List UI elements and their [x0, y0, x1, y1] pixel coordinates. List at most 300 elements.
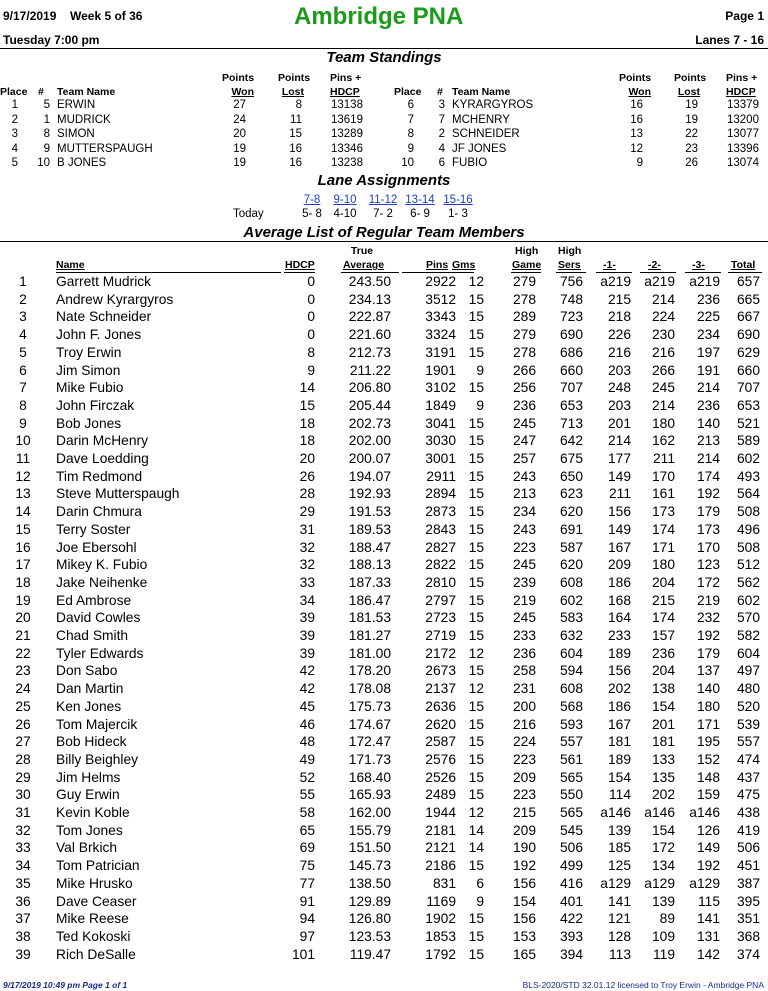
avg-rank: 3	[19, 309, 27, 325]
avg-games: 12	[468, 681, 484, 697]
avg-average: 175.73	[348, 698, 391, 714]
avg-high-game: 154	[512, 893, 536, 909]
avg-total: 474	[736, 751, 760, 767]
avg-total: 368	[736, 928, 760, 944]
avg-total: 582	[736, 628, 760, 643]
avg-game-2: 173	[651, 504, 675, 520]
avg-total: 665	[736, 291, 760, 307]
week-label: Week 5 of 36	[70, 9, 143, 23]
avg-game-1: 177	[607, 451, 631, 466]
standings-points-won: 20	[233, 128, 246, 141]
avg-hdcp: 39	[299, 610, 315, 626]
avg-games: 15	[468, 380, 484, 396]
avg-game-1: 139	[607, 822, 631, 838]
standings-place: 5	[11, 157, 18, 170]
avg-hdcp: 32	[299, 557, 315, 573]
avg-game-3: 236	[696, 397, 720, 413]
avg-high-game: 224	[512, 734, 536, 750]
avg-game-3: 179	[696, 504, 720, 520]
avg-total: 557	[736, 734, 760, 750]
avg-games: 9	[476, 397, 484, 413]
avg-game-1: 233	[607, 628, 631, 643]
avg-game-2: 171	[651, 539, 675, 555]
standings-place: 3	[11, 128, 18, 141]
footer-print-info: 9/17/2019 10:49 pm Page 1 of 1	[3, 980, 128, 990]
avg-total: 602	[736, 451, 760, 466]
avg-games: 14	[468, 840, 484, 856]
avg-games: 14	[468, 822, 484, 838]
avg-game-1: 141	[607, 893, 631, 909]
avg-high-series: 686	[559, 344, 583, 360]
standings-pins-hdcp: 13200	[727, 113, 759, 126]
avg-average: 178.08	[348, 681, 391, 697]
avg-total: 657	[736, 274, 760, 289]
avg-average: 181.53	[348, 610, 391, 626]
avg-high-game: 215	[512, 805, 536, 820]
avg-games: 15	[468, 451, 484, 466]
avg-average: 171.73	[348, 751, 391, 767]
standings-header-lost: Points	[278, 72, 311, 84]
avg-game-1: 167	[607, 539, 631, 555]
avg-game-1: a146	[600, 805, 631, 820]
avg-game-2: 154	[651, 698, 675, 714]
avg-high-series: 608	[559, 574, 583, 590]
avg-high-game: 192	[512, 858, 536, 874]
avg-game-2: 162	[651, 433, 675, 449]
avg-games: 15	[468, 946, 484, 962]
avg-total: 419	[736, 822, 760, 838]
avg-high-series: 723	[559, 309, 583, 325]
avg-bowler-name: Jim Helms	[56, 769, 121, 785]
avg-rank: 8	[19, 397, 27, 413]
standings-points-won: 19	[233, 157, 246, 170]
avg-average: 145.73	[348, 858, 391, 874]
avg-rank: 15	[15, 521, 31, 537]
avg-average: 172.47	[348, 734, 391, 750]
avg-high-series: 675	[559, 451, 583, 466]
avg-header-high-series: High	[558, 245, 582, 257]
standings-points-lost: 23	[685, 142, 698, 155]
avg-games: 15	[468, 911, 484, 927]
standings-points-lost: 19	[685, 113, 698, 126]
avg-header-underline	[556, 272, 586, 273]
avg-hdcp: 18	[299, 433, 315, 449]
avg-rank: 10	[15, 433, 31, 449]
avg-high-series: 550	[559, 787, 583, 803]
avg-rank: 39	[15, 946, 31, 962]
avg-game-2: 215	[651, 592, 675, 608]
avg-average: 162.00	[348, 805, 391, 820]
avg-average: 200.07	[348, 451, 391, 466]
avg-high-series: 393	[559, 928, 583, 944]
avg-game-3: a146	[689, 805, 720, 820]
standings-place: 1	[11, 99, 18, 111]
avg-game-3: 214	[696, 380, 720, 396]
standings-pins-hdcp: 13074	[727, 157, 759, 170]
avg-games: 15	[468, 769, 484, 785]
avg-high-game: 256	[512, 380, 536, 396]
avg-game-1: 186	[607, 698, 631, 714]
avg-game-3: 192	[696, 628, 720, 643]
standings-header-pins: HDCP	[726, 86, 756, 98]
avg-rank: 11	[15, 451, 31, 466]
avg-high-series: 713	[559, 415, 583, 431]
avg-total: 493	[736, 468, 760, 484]
avg-pins: 2172	[425, 645, 456, 661]
standings-team-num: 4	[438, 142, 445, 155]
avg-header-high-game: High	[515, 245, 539, 257]
avg-high-game: 209	[512, 822, 536, 838]
avg-total: 602	[736, 592, 760, 608]
avg-game-1: 203	[607, 362, 631, 378]
avg-average: 174.67	[348, 716, 391, 732]
standings-team-num: 1	[43, 113, 50, 126]
avg-bowler-name: Rich DeSalle	[56, 946, 136, 962]
avg-bowler-name: John Firczak	[56, 397, 135, 413]
avg-bowler-name: Steve Mutterspaugh	[56, 486, 180, 502]
avg-rank: 1	[19, 274, 27, 289]
avg-bowler-name: Mikey K. Fubio	[56, 557, 148, 573]
avg-rank: 19	[15, 592, 31, 608]
avg-high-series: 620	[559, 504, 583, 520]
avg-game-3: 141	[696, 911, 720, 927]
avg-game-1: 216	[607, 344, 631, 360]
avg-bowler-name: Guy Erwin	[56, 787, 120, 803]
avg-hdcp: 0	[307, 327, 315, 343]
avg-game-2: 174	[651, 521, 675, 537]
avg-header-game-1: -1-	[603, 259, 616, 271]
avg-game-1: 209	[607, 557, 631, 573]
avg-hdcp: 58	[299, 805, 315, 820]
avg-bowler-name: Billy Beighley	[56, 751, 139, 767]
avg-game-3: 173	[696, 521, 720, 537]
avg-average: 221.60	[348, 327, 391, 343]
avg-game-1: 168	[607, 592, 631, 608]
average-list-divider	[0, 241, 768, 242]
avg-rank: 22	[15, 645, 31, 661]
avg-game-1: 149	[607, 468, 631, 484]
avg-high-series: 748	[559, 291, 583, 307]
avg-pins: 1902	[425, 911, 456, 927]
standings-team-num: 10	[37, 157, 50, 170]
standings-header-won: Won	[628, 86, 651, 98]
avg-average: 138.50	[348, 875, 391, 891]
avg-game-3: 213	[696, 433, 720, 449]
avg-games: 15	[468, 433, 484, 449]
standings-points-won: 16	[630, 113, 643, 126]
avg-game-3: 123	[696, 557, 720, 573]
standings-points-lost: 15	[289, 128, 302, 141]
standings-pins-hdcp: 13238	[331, 157, 363, 170]
standings-points-lost: 19	[685, 99, 698, 111]
avg-header-underline	[596, 272, 632, 273]
avg-game-3: 174	[696, 468, 720, 484]
standings-place: 8	[407, 128, 414, 141]
avg-total: 653	[736, 397, 760, 413]
avg-rank: 20	[15, 610, 31, 626]
standings-points-won: 13	[630, 128, 643, 141]
avg-pins: 2827	[425, 539, 456, 555]
lane-pair-9-10[interactable]: 9-10	[333, 194, 357, 206]
avg-bowler-name: Mike Fubio	[56, 380, 124, 396]
avg-game-1: 202	[607, 681, 631, 697]
avg-rank: 4	[19, 327, 27, 343]
avg-game-1: 154	[607, 769, 631, 785]
avg-game-2: 154	[651, 822, 675, 838]
avg-high-game: 190	[512, 840, 536, 856]
avg-game-3: 140	[696, 415, 720, 431]
avg-game-1: 203	[607, 397, 631, 413]
avg-high-game: 243	[512, 468, 536, 484]
avg-games: 15	[468, 628, 484, 643]
standings-header-won: Won	[231, 86, 254, 98]
avg-high-series: 608	[559, 681, 583, 697]
avg-games: 15	[468, 344, 484, 360]
standings-place: 10	[401, 157, 414, 170]
avg-games: 15	[468, 698, 484, 714]
standings-points-lost: 16	[289, 157, 302, 170]
avg-game-1: 185	[607, 840, 631, 856]
standings-team-name: MUTTERSPAUGH	[57, 142, 153, 155]
avg-game-3: 236	[696, 291, 720, 307]
standings-points-won: 27	[233, 99, 246, 111]
avg-hdcp: 28	[299, 486, 315, 502]
avg-high-game: 223	[512, 751, 536, 767]
avg-high-series: 623	[559, 486, 583, 502]
avg-hdcp: 32	[299, 539, 315, 555]
standings-header-pins: Pins +	[726, 72, 758, 84]
avg-total: 496	[736, 521, 760, 537]
avg-high-game: 156	[512, 911, 536, 927]
avg-game-1: 181	[607, 734, 631, 750]
avg-game-1: 121	[607, 911, 631, 927]
avg-average: 234.13	[348, 291, 391, 307]
avg-average: 123.53	[348, 928, 391, 944]
avg-bowler-name: Tom Jones	[56, 822, 123, 838]
avg-rank: 12	[15, 468, 31, 484]
avg-pins: 1792	[425, 946, 456, 962]
avg-game-2: a146	[644, 805, 675, 820]
avg-game-2: 109	[651, 928, 675, 944]
avg-hdcp: 69	[299, 840, 315, 856]
avg-rank: 26	[15, 716, 31, 732]
avg-game-1: 248	[607, 380, 631, 396]
avg-high-game: 219	[512, 592, 536, 608]
avg-total: 508	[736, 539, 760, 555]
avg-pins: 2873	[425, 504, 456, 520]
avg-total: 497	[736, 663, 760, 679]
standings-team-name: JF JONES	[452, 142, 507, 155]
avg-hdcp: 42	[299, 681, 315, 697]
lane-pair-13-14[interactable]: 13-14	[405, 194, 435, 206]
avg-pins: 2620	[425, 716, 456, 732]
avg-hdcp: 0	[307, 274, 315, 289]
avg-hdcp: 97	[299, 928, 315, 944]
avg-game-1: 189	[607, 751, 631, 767]
standings-pins-hdcp: 13396	[727, 142, 759, 155]
avg-game-3: a219	[689, 274, 720, 289]
avg-game-1: 226	[607, 327, 631, 343]
avg-games: 12	[468, 805, 484, 820]
avg-bowler-name: Dan Martin	[56, 681, 124, 697]
avg-game-3: 180	[696, 698, 720, 714]
avg-games: 15	[468, 734, 484, 750]
avg-bowler-name: Mike Hrusko	[56, 875, 133, 891]
standings-header-team: Team Name	[57, 86, 116, 98]
avg-high-series: 650	[559, 468, 583, 484]
avg-hdcp: 94	[299, 911, 315, 927]
avg-total: 508	[736, 504, 760, 520]
standings-header-pins: HDCP	[330, 86, 360, 98]
avg-total: 660	[736, 362, 760, 378]
avg-bowler-name: Val Brkich	[56, 840, 118, 856]
today-label: Today	[233, 208, 264, 220]
standings-team-name: KYRARGYROS	[452, 99, 534, 111]
standings-place: 2	[11, 113, 18, 126]
avg-high-game: 278	[512, 291, 536, 307]
avg-game-1: 164	[607, 610, 631, 626]
avg-bowler-name: Jake Neihenke	[56, 574, 148, 590]
avg-pins: 2911	[426, 468, 456, 484]
avg-game-1: 215	[607, 291, 631, 307]
avg-game-3: 232	[696, 610, 720, 626]
avg-game-2: 161	[651, 486, 675, 502]
avg-game-2: 224	[651, 309, 675, 325]
avg-rank: 38	[15, 928, 31, 944]
avg-game-3: 152	[696, 751, 720, 767]
avg-rank: 34	[15, 858, 31, 874]
avg-hdcp: 77	[299, 875, 315, 891]
standings-header-lost: Points	[674, 72, 707, 84]
standings-pins-hdcp: 13077	[727, 128, 759, 141]
avg-games: 15	[468, 327, 484, 343]
avg-pins: 2922	[425, 274, 456, 289]
avg-total: 520	[736, 698, 760, 714]
avg-total: 539	[736, 716, 760, 732]
avg-rank: 32	[15, 822, 31, 838]
avg-bowler-name: Ted Kokoski	[56, 928, 131, 944]
avg-rank: 16	[15, 539, 31, 555]
lane-assignments-title: Lane Assignments	[317, 172, 451, 189]
avg-hdcp: 65	[299, 822, 315, 838]
avg-game-3: 140	[696, 681, 720, 697]
lane-pair-15-16[interactable]: 15-16	[443, 194, 473, 206]
avg-total: 374	[736, 946, 760, 962]
avg-game-2: a219	[644, 274, 675, 289]
avg-rank: 7	[19, 380, 27, 396]
standings-points-lost: 11	[290, 113, 302, 126]
avg-game-3: 149	[696, 840, 720, 856]
standings-pins-hdcp: 13138	[331, 99, 363, 111]
avg-game-2: 89	[659, 911, 675, 927]
avg-pins: 2489	[425, 787, 456, 803]
avg-high-series: 602	[559, 592, 583, 608]
avg-header-underline	[728, 272, 762, 273]
avg-header-underline	[56, 272, 281, 273]
avg-games: 15	[468, 486, 484, 502]
avg-game-3: 192	[696, 858, 720, 874]
avg-average: 206.80	[348, 380, 391, 396]
avg-game-1: 189	[607, 645, 631, 661]
avg-games: 15	[468, 521, 484, 537]
avg-bowler-name: Dave Loedding	[56, 451, 149, 466]
avg-pins: 2137	[425, 681, 456, 697]
avg-pins: 2576	[425, 751, 456, 767]
avg-hdcp: 31	[299, 521, 315, 537]
avg-game-3: 126	[696, 822, 720, 838]
avg-high-game: 279	[512, 327, 536, 343]
avg-high-game: 236	[512, 645, 536, 661]
avg-high-game: 257	[512, 451, 536, 466]
avg-game-2: 133	[651, 751, 675, 767]
avg-games: 15	[468, 504, 484, 520]
avg-high-series: 587	[559, 539, 583, 555]
avg-bowler-name: John F. Jones	[56, 327, 142, 343]
standings-header-team: Team Name	[452, 86, 511, 98]
avg-hdcp: 48	[299, 734, 315, 750]
avg-high-game: 245	[512, 557, 536, 573]
lane-pair-11-12[interactable]: 11-12	[368, 194, 398, 206]
avg-game-2: 216	[651, 344, 675, 360]
avg-average: 189.53	[348, 521, 391, 537]
avg-hdcp: 45	[299, 698, 315, 714]
avg-high-game: 153	[512, 928, 536, 944]
avg-high-game: 239	[512, 574, 536, 590]
avg-games: 15	[468, 663, 484, 679]
avg-high-game: 223	[512, 787, 536, 803]
avg-total: 707	[736, 380, 760, 396]
avg-game-2: 266	[651, 362, 675, 378]
avg-high-series: 690	[559, 327, 583, 343]
avg-bowler-name: Mike Reese	[56, 911, 129, 927]
avg-header-underline	[685, 272, 721, 273]
avg-average: 181.27	[348, 628, 391, 643]
avg-high-series: 561	[559, 751, 583, 767]
avg-high-series: 422	[559, 911, 583, 927]
avg-rank: 2	[19, 291, 27, 307]
avg-high-series: 660	[559, 362, 583, 378]
avg-game-2: 139	[651, 893, 675, 909]
avg-rank: 28	[15, 751, 31, 767]
avg-high-series: 583	[559, 610, 583, 626]
avg-pins: 2587	[425, 734, 456, 750]
page-title: Ambridge PNA	[294, 3, 464, 30]
standings-place: 7	[407, 113, 414, 126]
avg-high-game: 247	[512, 433, 536, 449]
avg-game-3: 197	[696, 344, 720, 360]
avg-game-3: 137	[696, 663, 720, 679]
avg-game-1: 128	[607, 928, 631, 944]
lane-pair-7-8[interactable]: 7-8	[303, 194, 321, 206]
standings-pins-hdcp: 13619	[331, 113, 363, 126]
avg-high-game: 258	[512, 663, 536, 679]
avg-bowler-name: Joe Ebersohl	[56, 539, 137, 555]
standings-points-won: 19	[233, 142, 246, 155]
footer-license: BLS-2020/STD 32.01.12 licensed to Troy Erwin - Ambridge PNA	[522, 980, 764, 990]
avg-game-3: 195	[696, 734, 720, 750]
standings-pins-hdcp: 13346	[331, 142, 363, 155]
avg-rank: 14	[15, 504, 31, 520]
lanes-range: Lanes 7 - 16	[695, 33, 764, 47]
avg-games: 15	[468, 928, 484, 944]
avg-hdcp: 75	[299, 858, 315, 874]
avg-pins: 3102	[425, 380, 456, 396]
avg-pins: 1853	[425, 928, 456, 944]
avg-header-game-2: -2-	[648, 259, 661, 271]
standings-header-place: Place	[0, 86, 28, 98]
avg-games: 9	[476, 362, 484, 378]
avg-average: 192.93	[348, 486, 391, 502]
